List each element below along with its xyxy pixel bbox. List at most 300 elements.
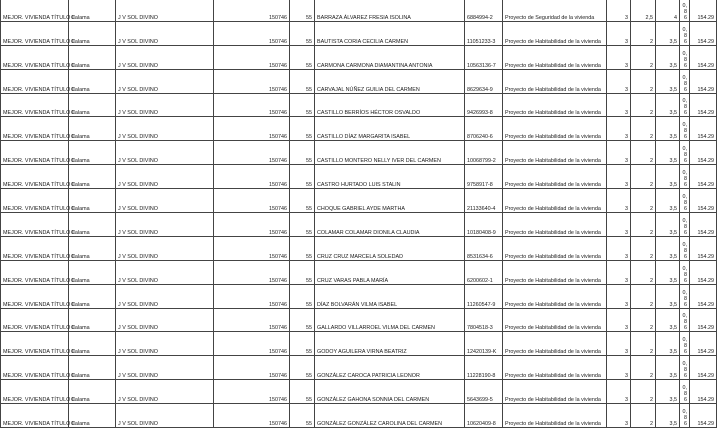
region-cell: 55 (290, 308, 315, 332)
group-cell: J V SOL DIVINO (116, 284, 214, 308)
score-a-cell: 3 (607, 284, 631, 308)
score-a-cell: 3 (607, 332, 631, 356)
table-row (1, 260, 717, 284)
total-cell: 154.29 (690, 0, 717, 21)
score-b-cell: 2 (631, 260, 656, 284)
group-cell: J V SOL DIVINO (116, 356, 214, 380)
table-row (1, 404, 717, 428)
total-cell: 154.29 (690, 284, 717, 308)
total-cell: 154.29 (690, 404, 717, 428)
total-cell: 154.29 (690, 356, 717, 380)
factor-cell (680, 236, 690, 260)
program-cell: MEJOR. VIVIENDA TÍTULO II (1, 404, 69, 428)
rut-cell: 8629634-9 (465, 69, 503, 93)
factor-digit: 8 (684, 8, 687, 15)
factor-digit: 8 (684, 176, 687, 183)
name-cell: CRUZ VARAS PABLA MARÍA (315, 260, 465, 284)
table-row (1, 93, 717, 117)
rut-cell: 5643699-5 (465, 380, 503, 404)
factor-digit: 6 (684, 86, 687, 93)
factor-cell (680, 260, 690, 284)
project-cell: Proyecto de Habitabilidad de la vivienda (503, 93, 607, 117)
project-cell: Proyecto de Habitabilidad de la vivienda (503, 236, 607, 260)
factor-digit: 8 (684, 343, 687, 350)
total-cell: 154.29 (690, 213, 717, 237)
commune-cell: Calama (69, 213, 116, 237)
factor-digit: 8 (684, 128, 687, 135)
factor-cell (680, 45, 690, 69)
factor-cell (680, 141, 690, 165)
factor-digit: 8 (684, 271, 687, 278)
group-cell: J V SOL DIVINO (116, 0, 214, 21)
score-a-cell: 3 (607, 0, 631, 21)
region-cell: 55 (290, 332, 315, 356)
factor-cell (680, 165, 690, 189)
table-row (1, 189, 717, 213)
group-cell: J V SOL DIVINO (116, 213, 214, 237)
name-cell: GONZÁLEZ GAHONA SONNIA DEL CARMEN (315, 380, 465, 404)
code-cell: 150746 (214, 0, 290, 21)
score-c-cell: 3,5 (656, 284, 680, 308)
score-c-cell: 3,5 (656, 165, 680, 189)
factor-digit: 0, (682, 170, 687, 177)
rut-cell: 11051233-3 (465, 21, 503, 45)
factor-digit: 0, (682, 74, 687, 81)
group-cell: J V SOL DIVINO (116, 380, 214, 404)
factor-digit: 6 (684, 110, 687, 117)
region-cell: 55 (290, 260, 315, 284)
name-cell: CASTILLO BERRÍOS HÉCTOR OSVALDO (315, 93, 465, 117)
table-row (1, 0, 717, 21)
project-cell: Proyecto de Habitabilidad de la vivienda (503, 165, 607, 189)
program-cell: MEJOR. VIVIENDA TÍTULO II (1, 332, 69, 356)
program-cell: MEJOR. VIVIENDA TÍTULO II (1, 284, 69, 308)
score-a-cell: 3 (607, 117, 631, 141)
commune-cell: Calama (69, 141, 116, 165)
program-cell: MEJOR. VIVIENDA TÍTULO II (1, 0, 69, 21)
program-cell: MEJOR. VIVIENDA TÍTULO II (1, 189, 69, 213)
factor-digit: 6 (684, 253, 687, 260)
commune-cell: Calama (69, 332, 116, 356)
total-cell: 154.29 (690, 141, 717, 165)
factor-digit: 8 (684, 32, 687, 39)
score-b-cell: 2 (631, 141, 656, 165)
group-cell: J V SOL DIVINO (116, 69, 214, 93)
project-cell: Proyecto de Habitabilidad de la vivienda (503, 284, 607, 308)
commune-cell: Calama (69, 93, 116, 117)
score-b-cell: 2 (631, 332, 656, 356)
factor-digit: 0, (682, 265, 687, 272)
commune-cell: Calama (69, 165, 116, 189)
score-b-cell: 2 (631, 308, 656, 332)
table-row (1, 213, 717, 237)
group-cell: J V SOL DIVINO (116, 260, 214, 284)
total-cell: 154.29 (690, 69, 717, 93)
factor-cell (680, 332, 690, 356)
commune-cell: Calama (69, 69, 116, 93)
code-cell: 150746 (214, 236, 290, 260)
factor-digit: 8 (684, 80, 687, 87)
factor-cell (680, 69, 690, 93)
factor-cell (680, 0, 690, 21)
score-b-cell: 2 (631, 189, 656, 213)
total-cell: 154.29 (690, 308, 717, 332)
group-cell: J V SOL DIVINO (116, 404, 214, 428)
factor-digit: 8 (684, 415, 687, 422)
factor-digit: 6 (684, 182, 687, 189)
factor-digit: 6 (684, 134, 687, 141)
score-a-cell: 3 (607, 356, 631, 380)
rut-cell: 11260547-9 (465, 284, 503, 308)
factor-digit: 0, (682, 361, 687, 368)
code-cell: 150746 (214, 356, 290, 380)
score-b-cell: 2 (631, 117, 656, 141)
score-c-cell: 3,5 (656, 45, 680, 69)
table-row (1, 21, 717, 45)
rut-cell: 21133640-4 (465, 189, 503, 213)
table-row (1, 380, 717, 404)
rut-cell: 12420139-K (465, 332, 503, 356)
score-b-cell: 2 (631, 45, 656, 69)
score-a-cell: 3 (607, 141, 631, 165)
score-c-cell: 3,5 (656, 380, 680, 404)
rut-cell: 10563136-7 (465, 45, 503, 69)
group-cell: J V SOL DIVINO (116, 236, 214, 260)
factor-digit: 0, (682, 194, 687, 201)
project-cell: Proyecto de Habitabilidad de la vivienda (503, 69, 607, 93)
table-row (1, 141, 717, 165)
region-cell: 55 (290, 45, 315, 69)
rut-cell: 9758917-8 (465, 165, 503, 189)
group-cell: J V SOL DIVINO (116, 165, 214, 189)
code-cell: 150746 (214, 213, 290, 237)
factor-cell (680, 189, 690, 213)
factor-digit: 8 (684, 319, 687, 326)
score-c-cell: 3,5 (656, 213, 680, 237)
total-cell: 154.29 (690, 165, 717, 189)
region-cell: 55 (290, 236, 315, 260)
score-a-cell: 3 (607, 213, 631, 237)
region-cell: 55 (290, 0, 315, 21)
score-b-cell: 2 (631, 404, 656, 428)
commune-cell: Calama (69, 21, 116, 45)
commune-cell: Calama (69, 189, 116, 213)
score-b-cell: 2 (631, 356, 656, 380)
score-c-cell: 4 (656, 0, 680, 21)
code-cell: 150746 (214, 45, 290, 69)
commune-cell: Calama (69, 0, 116, 21)
rut-cell: 10068799-2 (465, 141, 503, 165)
factor-digit: 6 (684, 206, 687, 213)
score-c-cell: 3,5 (656, 93, 680, 117)
factor-digit: 6 (684, 62, 687, 69)
score-c-cell: 3,5 (656, 21, 680, 45)
factor-digit: 6 (684, 229, 687, 236)
score-b-cell: 2,5 (631, 0, 656, 21)
factor-digit: 0, (682, 313, 687, 320)
score-c-cell: 3,5 (656, 404, 680, 428)
commune-cell: Calama (69, 308, 116, 332)
factor-digit: 8 (684, 367, 687, 374)
project-cell: Proyecto de Habitabilidad de la vivienda (503, 260, 607, 284)
factor-digit: 0, (682, 98, 687, 105)
score-c-cell: 3,5 (656, 141, 680, 165)
code-cell: 150746 (214, 404, 290, 428)
table-row (1, 165, 717, 189)
factor-digit: 6 (684, 38, 687, 45)
program-cell: MEJOR. VIVIENDA TÍTULO II (1, 117, 69, 141)
commune-cell: Calama (69, 284, 116, 308)
factor-digit: 6 (684, 301, 687, 308)
project-cell: Proyecto de Habitabilidad de la vivienda (503, 356, 607, 380)
factor-digit: 8 (684, 223, 687, 230)
project-cell: Proyecto de Habitabilidad de la vivienda (503, 21, 607, 45)
project-cell: Proyecto de Habitabilidad de la vivienda (503, 213, 607, 237)
total-cell: 154.29 (690, 45, 717, 69)
program-cell: MEJOR. VIVIENDA TÍTULO II (1, 21, 69, 45)
commune-cell: Calama (69, 356, 116, 380)
rut-cell: 8706240-6 (465, 117, 503, 141)
program-cell: MEJOR. VIVIENDA TÍTULO II (1, 141, 69, 165)
factor-cell (680, 21, 690, 45)
program-cell: MEJOR. VIVIENDA TÍTULO II (1, 45, 69, 69)
region-cell: 55 (290, 117, 315, 141)
program-cell: MEJOR. VIVIENDA TÍTULO II (1, 308, 69, 332)
program-cell: MEJOR. VIVIENDA TÍTULO II (1, 165, 69, 189)
table-row (1, 356, 717, 380)
code-cell: 150746 (214, 308, 290, 332)
project-cell: Proyecto de Habitabilidad de la vivienda (503, 404, 607, 428)
score-c-cell: 3,5 (656, 260, 680, 284)
group-cell: J V SOL DIVINO (116, 45, 214, 69)
score-c-cell: 3,5 (656, 308, 680, 332)
factor-digit: 6 (684, 158, 687, 165)
rut-cell: 6200602-1 (465, 260, 503, 284)
score-a-cell: 3 (607, 21, 631, 45)
name-cell: GONZÁLEZ CAROCA PATRICIA LEONOR (315, 356, 465, 380)
score-c-cell: 3,5 (656, 236, 680, 260)
project-cell: Proyecto de Seguridad de la vivienda (503, 0, 607, 21)
factor-digit: 0, (682, 26, 687, 33)
score-a-cell: 3 (607, 308, 631, 332)
score-a-cell: 3 (607, 236, 631, 260)
total-cell: 154.29 (690, 332, 717, 356)
factor-digit: 6 (684, 14, 687, 21)
table-row (1, 284, 717, 308)
table-row (1, 117, 717, 141)
region-cell: 55 (290, 93, 315, 117)
name-cell: COLAMAR COLAMAR DIONILA CLAUDIA (315, 213, 465, 237)
table-row (1, 69, 717, 93)
score-a-cell: 3 (607, 404, 631, 428)
factor-digit: 8 (684, 104, 687, 111)
factor-digit: 6 (684, 349, 687, 356)
name-cell: CARMONA CARMONA DIAMANTINA ANTONIA (315, 45, 465, 69)
group-cell: J V SOL DIVINO (116, 141, 214, 165)
code-cell: 150746 (214, 21, 290, 45)
factor-digit: 0, (682, 289, 687, 296)
score-c-cell: 3,5 (656, 356, 680, 380)
name-cell: DÍAZ BOLVARÁN VILMA ISABEL (315, 284, 465, 308)
commune-cell: Calama (69, 117, 116, 141)
factor-cell (680, 93, 690, 117)
name-cell: BAUTISTA CORIA CECILIA CARMEN (315, 21, 465, 45)
region-cell: 55 (290, 165, 315, 189)
score-b-cell: 2 (631, 69, 656, 93)
total-cell: 154.29 (690, 236, 717, 260)
name-cell: CASTRO HURTADO LUIS STALIN (315, 165, 465, 189)
factor-digit: 8 (684, 152, 687, 159)
group-cell: J V SOL DIVINO (116, 93, 214, 117)
name-cell: CASTILLO MONTERO NELLY IVER DEL CARMEN (315, 141, 465, 165)
commune-cell: Calama (69, 380, 116, 404)
table-row (1, 332, 717, 356)
score-a-cell: 3 (607, 69, 631, 93)
score-c-cell: 3,5 (656, 69, 680, 93)
code-cell: 150746 (214, 189, 290, 213)
score-a-cell: 3 (607, 93, 631, 117)
rut-cell: 9426993-8 (465, 93, 503, 117)
name-cell: GONZÁLEZ GONZÁLEZ CAROLINA DEL CARMEN (315, 404, 465, 428)
factor-cell (680, 308, 690, 332)
factor-digit: 6 (684, 421, 687, 428)
factor-digit: 0, (682, 337, 687, 344)
score-b-cell: 2 (631, 165, 656, 189)
name-cell: CHOQUE GABRIEL AYDE MARTHA (315, 189, 465, 213)
table-row (1, 45, 717, 69)
rut-cell: 6884994-2 (465, 0, 503, 21)
program-cell: MEJOR. VIVIENDA TÍTULO II (1, 69, 69, 93)
factor-digit: 0, (682, 217, 687, 224)
total-cell: 154.29 (690, 260, 717, 284)
score-b-cell: 2 (631, 21, 656, 45)
code-cell: 150746 (214, 93, 290, 117)
project-cell: Proyecto de Habitabilidad de la vivienda (503, 308, 607, 332)
rut-cell: 7804518-3 (465, 308, 503, 332)
table-row (1, 236, 717, 260)
name-cell: CRUZ CRUZ MARCELA SOLEDAD (315, 236, 465, 260)
name-cell: CASTILLO DÍAZ MARGARITA ISABEL (315, 117, 465, 141)
score-b-cell: 2 (631, 213, 656, 237)
factor-digit: 8 (684, 295, 687, 302)
commune-cell: Calama (69, 45, 116, 69)
factor-digit: 0, (682, 409, 687, 416)
name-cell: GODOY AGUILERA VIRNA BEATRIZ (315, 332, 465, 356)
score-c-cell: 3,5 (656, 332, 680, 356)
name-cell: GALLARDO VILLARROEL VILMA DEL CARMEN (315, 308, 465, 332)
factor-digit: 8 (684, 391, 687, 398)
region-cell: 55 (290, 404, 315, 428)
code-cell: 150746 (214, 332, 290, 356)
program-cell: MEJOR. VIVIENDA TÍTULO II (1, 93, 69, 117)
region-cell: 55 (290, 380, 315, 404)
region-cell: 55 (290, 284, 315, 308)
factor-digit: 8 (684, 247, 687, 254)
score-b-cell: 2 (631, 236, 656, 260)
code-cell: 150746 (214, 69, 290, 93)
region-cell: 55 (290, 189, 315, 213)
rut-cell: 8531634-6 (465, 236, 503, 260)
table-row (1, 308, 717, 332)
project-cell: Proyecto de Habitabilidad de la vivienda (503, 45, 607, 69)
score-c-cell: 3,5 (656, 117, 680, 141)
project-cell: Proyecto de Habitabilidad de la vivienda (503, 332, 607, 356)
factor-digit: 0, (682, 2, 687, 9)
project-cell: Proyecto de Habitabilidad de la vivienda (503, 141, 607, 165)
code-cell: 150746 (214, 165, 290, 189)
program-cell: MEJOR. VIVIENDA TÍTULO II (1, 236, 69, 260)
total-cell: 154.29 (690, 380, 717, 404)
program-cell: MEJOR. VIVIENDA TÍTULO II (1, 260, 69, 284)
factor-cell (680, 356, 690, 380)
region-cell: 55 (290, 213, 315, 237)
rut-cell: 11228190-8 (465, 356, 503, 380)
project-cell: Proyecto de Habitabilidad de la vivienda (503, 189, 607, 213)
score-b-cell: 2 (631, 380, 656, 404)
code-cell: 150746 (214, 284, 290, 308)
factor-cell (680, 380, 690, 404)
code-cell: 150746 (214, 260, 290, 284)
factor-digit: 6 (684, 277, 687, 284)
commune-cell: Calama (69, 236, 116, 260)
factor-digit: 6 (684, 373, 687, 380)
score-a-cell: 3 (607, 189, 631, 213)
group-cell: J V SOL DIVINO (116, 117, 214, 141)
factor-cell (680, 284, 690, 308)
table-body (1, 0, 717, 428)
score-a-cell: 3 (607, 45, 631, 69)
total-cell: 154.29 (690, 117, 717, 141)
region-cell: 55 (290, 141, 315, 165)
code-cell: 150746 (214, 141, 290, 165)
factor-cell (680, 117, 690, 141)
score-a-cell: 3 (607, 165, 631, 189)
score-a-cell: 3 (607, 260, 631, 284)
region-cell: 55 (290, 69, 315, 93)
group-cell: J V SOL DIVINO (116, 21, 214, 45)
factor-cell (680, 213, 690, 237)
commune-cell: Calama (69, 260, 116, 284)
program-cell: MEJOR. VIVIENDA TÍTULO II (1, 380, 69, 404)
factor-cell (680, 404, 690, 428)
total-cell: 154.29 (690, 189, 717, 213)
code-cell: 150746 (214, 117, 290, 141)
factor-digit: 6 (684, 397, 687, 404)
factor-digit: 0, (682, 146, 687, 153)
group-cell: J V SOL DIVINO (116, 332, 214, 356)
code-cell: 150746 (214, 380, 290, 404)
score-a-cell: 3 (607, 380, 631, 404)
rut-cell: 10620409-8 (465, 404, 503, 428)
region-cell: 55 (290, 21, 315, 45)
commune-cell: Calama (69, 404, 116, 428)
factor-digit: 0, (682, 50, 687, 57)
name-cell: CARVAJAL NÚÑEZ GUILIA DEL CARMEN (315, 69, 465, 93)
factor-digit: 6 (684, 325, 687, 332)
name-cell: BARRAZA ÁLVAREZ FRESIA ISOLINA (315, 0, 465, 21)
factor-digit: 8 (684, 56, 687, 63)
project-cell: Proyecto de Habitabilidad de la vivienda (503, 380, 607, 404)
group-cell: J V SOL DIVINO (116, 189, 214, 213)
total-cell: 154.29 (690, 93, 717, 117)
project-cell: Proyecto de Habitabilidad de la vivienda (503, 117, 607, 141)
score-b-cell: 2 (631, 284, 656, 308)
region-cell: 55 (290, 356, 315, 380)
score-b-cell: 2 (631, 93, 656, 117)
rut-cell: 10180408-9 (465, 213, 503, 237)
score-c-cell: 3,5 (656, 189, 680, 213)
factor-digit: 0, (682, 241, 687, 248)
